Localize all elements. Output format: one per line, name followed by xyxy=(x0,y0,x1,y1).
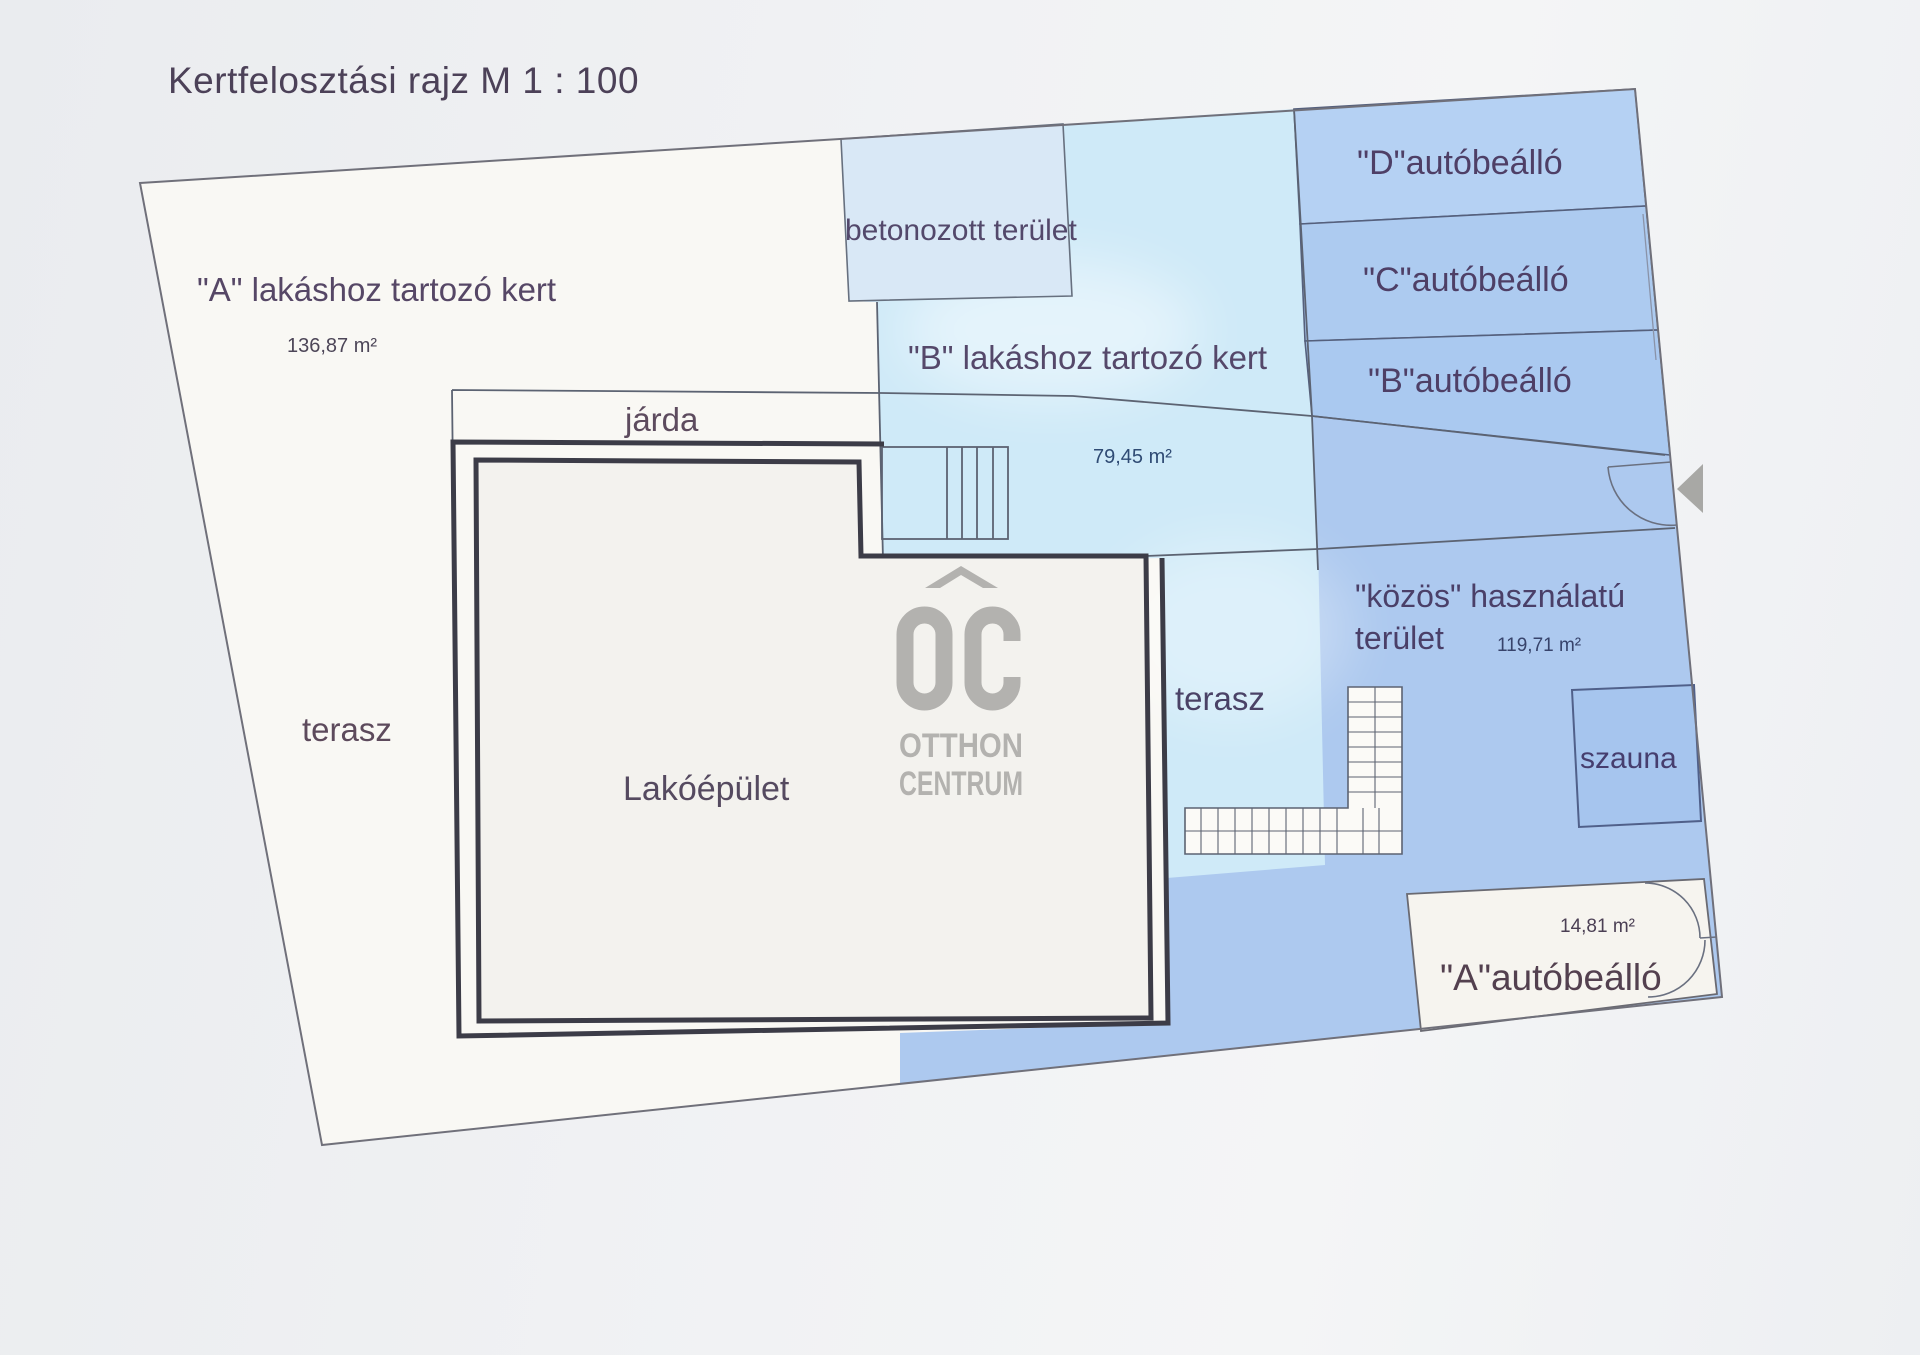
watermark-line1: OTTHON xyxy=(899,727,1023,765)
watermark-line2: CENTRUM xyxy=(899,765,1023,803)
label-sauna: szauna xyxy=(1580,742,1677,775)
label-walkway: járda xyxy=(625,401,699,438)
label-house: Lakóépület xyxy=(623,770,790,808)
label-terrace-left: terasz xyxy=(302,711,392,748)
region-parking-a xyxy=(1407,879,1717,1031)
label-parking-c: "C"autóbeálló xyxy=(1363,261,1569,299)
area-garden-b: 79,45 m² xyxy=(1093,446,1172,468)
label-garden-b: "B" lakáshoz tartozó kert xyxy=(908,339,1268,376)
arrow-icon xyxy=(1677,464,1703,513)
label-concrete: betonozott terület xyxy=(845,214,1077,247)
area-common: 119,71 m² xyxy=(1497,635,1582,656)
label-garden-a: "A" lakáshoz tartozó kert xyxy=(197,271,557,308)
label-parking-d: "D"autóbeálló xyxy=(1357,144,1563,182)
area-garden-a: 136,87 m² xyxy=(287,335,378,357)
area-parking-a: 14,81 m² xyxy=(1560,916,1635,937)
page-title: Kertfelosztási rajz M 1 : 100 xyxy=(168,60,640,101)
label-common-line2: terület xyxy=(1355,620,1444,656)
label-parking-a: "A"autóbeálló xyxy=(1440,957,1662,998)
label-terrace-right: terasz xyxy=(1175,680,1265,717)
label-common-line1: "közös" használatú xyxy=(1355,578,1625,614)
label-parking-b: "B"autóbeálló xyxy=(1368,362,1572,400)
region-concrete xyxy=(841,124,1072,301)
logo-letter-c-gap xyxy=(998,641,1026,677)
